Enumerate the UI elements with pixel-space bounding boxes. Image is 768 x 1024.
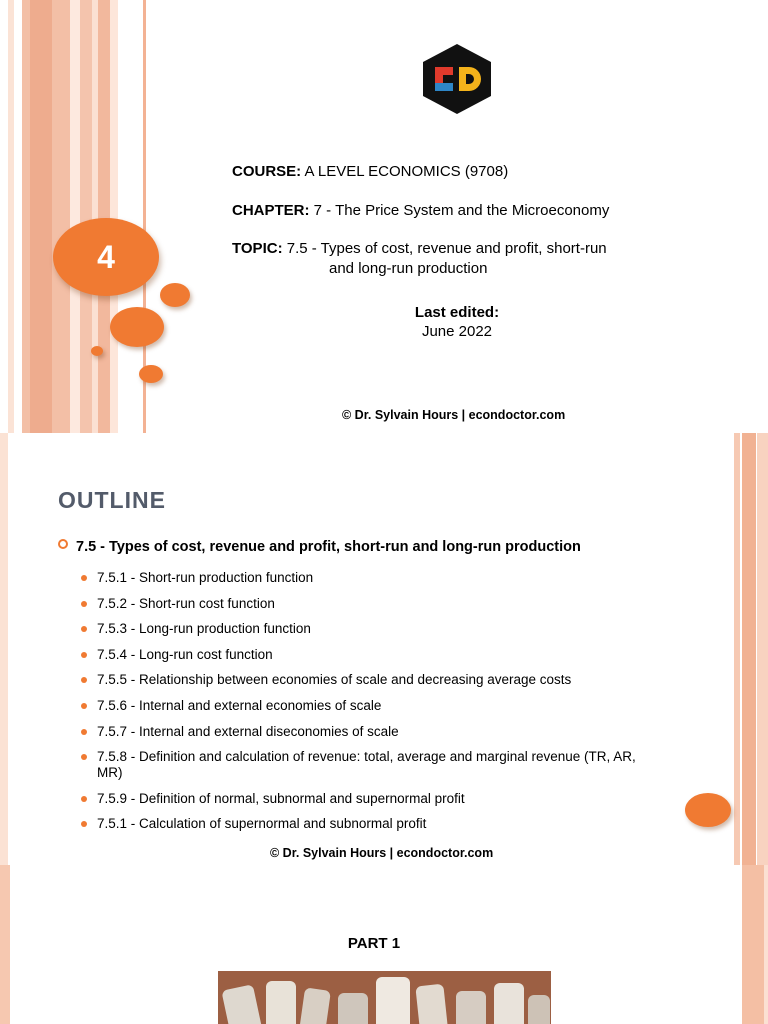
list-item [80, 791, 650, 807]
bullet-dot-icon [81, 626, 87, 632]
list-item-text: 7.5.9 - Definition of normal, subnormal and supernormal profit [97, 790, 465, 806]
outline-main-item-text: 7.5 - Types of cost, revenue and profit, short-run and long-run production [76, 539, 581, 555]
list-item [80, 816, 650, 832]
part-slide [0, 865, 768, 1024]
bullet-dot-icon [81, 796, 87, 802]
topic-value: 7.5 - Types of cost, revenue and profit, short-run [286, 240, 607, 257]
decorative-stripes [730, 433, 768, 865]
list-item-text: 7.5.5 - Relationship between economies of scale and decreasing average costs [97, 672, 572, 688]
topic-label: TOPIC: [232, 240, 283, 257]
money-photo-image [218, 971, 551, 1024]
list-item-text: 7.5.2 - Short-run cost function [97, 595, 275, 611]
topic-value-continued: and long-run production [329, 260, 488, 277]
list-item [80, 621, 650, 637]
list-item [80, 724, 650, 740]
copyright-text: © Dr. Sylvain Hours | econdoctor.com [342, 408, 566, 422]
decorative-bubble [160, 283, 190, 307]
topic-line [232, 239, 607, 258]
last-edited-value: June 2022 [421, 323, 493, 340]
title-slide [0, 0, 768, 433]
bullet-dot-icon [81, 821, 87, 827]
ring-bullet-icon [58, 539, 68, 549]
list-item-text: 7.5.1 - Short-run production function [97, 570, 314, 585]
list-item [80, 749, 650, 781]
page-title: OUTLINE [58, 487, 166, 513]
decorative-stripe-left [0, 433, 8, 865]
outline-slide [0, 433, 768, 865]
ed-hexagon-logo-icon [419, 43, 495, 115]
bullet-dot-icon [81, 677, 87, 683]
chapter-label: CHAPTER: [232, 202, 310, 219]
bullet-dot-icon [81, 703, 87, 709]
decorative-stripes [0, 0, 160, 433]
outline-main-item [58, 539, 581, 555]
decorative-bubble [110, 307, 164, 347]
list-item [80, 647, 650, 663]
last-edited [392, 303, 522, 341]
list-item-text: 7.5.8 - Definition and calculation of revenue: total, average and marginal revenue (TR, AR, MR) [97, 749, 636, 781]
outline-sub-list [80, 570, 650, 842]
chapter-line [232, 201, 609, 220]
list-item-text: 7.5.1 - Calculation of supernormal and subnormal profit [97, 816, 427, 832]
course-line [232, 162, 508, 181]
slide-number-bubble: 4 [53, 218, 159, 296]
bullet-dot-icon [81, 754, 87, 760]
decorative-bubble [91, 346, 103, 356]
list-item [80, 570, 650, 586]
chapter-value: 7 - The Price System and the Microeconomy [313, 202, 610, 219]
course-value: A LEVEL ECONOMICS (9708) [304, 163, 509, 180]
decorative-bubble [139, 365, 163, 383]
last-edited-label: Last edited: [414, 304, 500, 321]
list-item-text: 7.5.4 - Long-run cost function [97, 646, 273, 662]
list-item [80, 672, 650, 688]
list-item-text: 7.5.6 - Internal and external economies of scale [97, 697, 382, 713]
list-item-text: 7.5.7 - Internal and external diseconomies of scale [97, 723, 399, 739]
list-item-text: 7.5.3 - Long-run production function [97, 621, 311, 637]
bullet-dot-icon [81, 575, 87, 581]
list-item [80, 698, 650, 714]
course-label: COURSE: [232, 163, 302, 180]
decorative-bubble [685, 793, 731, 827]
list-item [80, 596, 650, 612]
bullet-dot-icon [81, 729, 87, 735]
part-title: PART 1 [347, 935, 401, 952]
copyright-text: © Dr. Sylvain Hours | econdoctor.com [270, 846, 494, 860]
bullet-dot-icon [81, 652, 87, 658]
bullet-dot-icon [81, 601, 87, 607]
